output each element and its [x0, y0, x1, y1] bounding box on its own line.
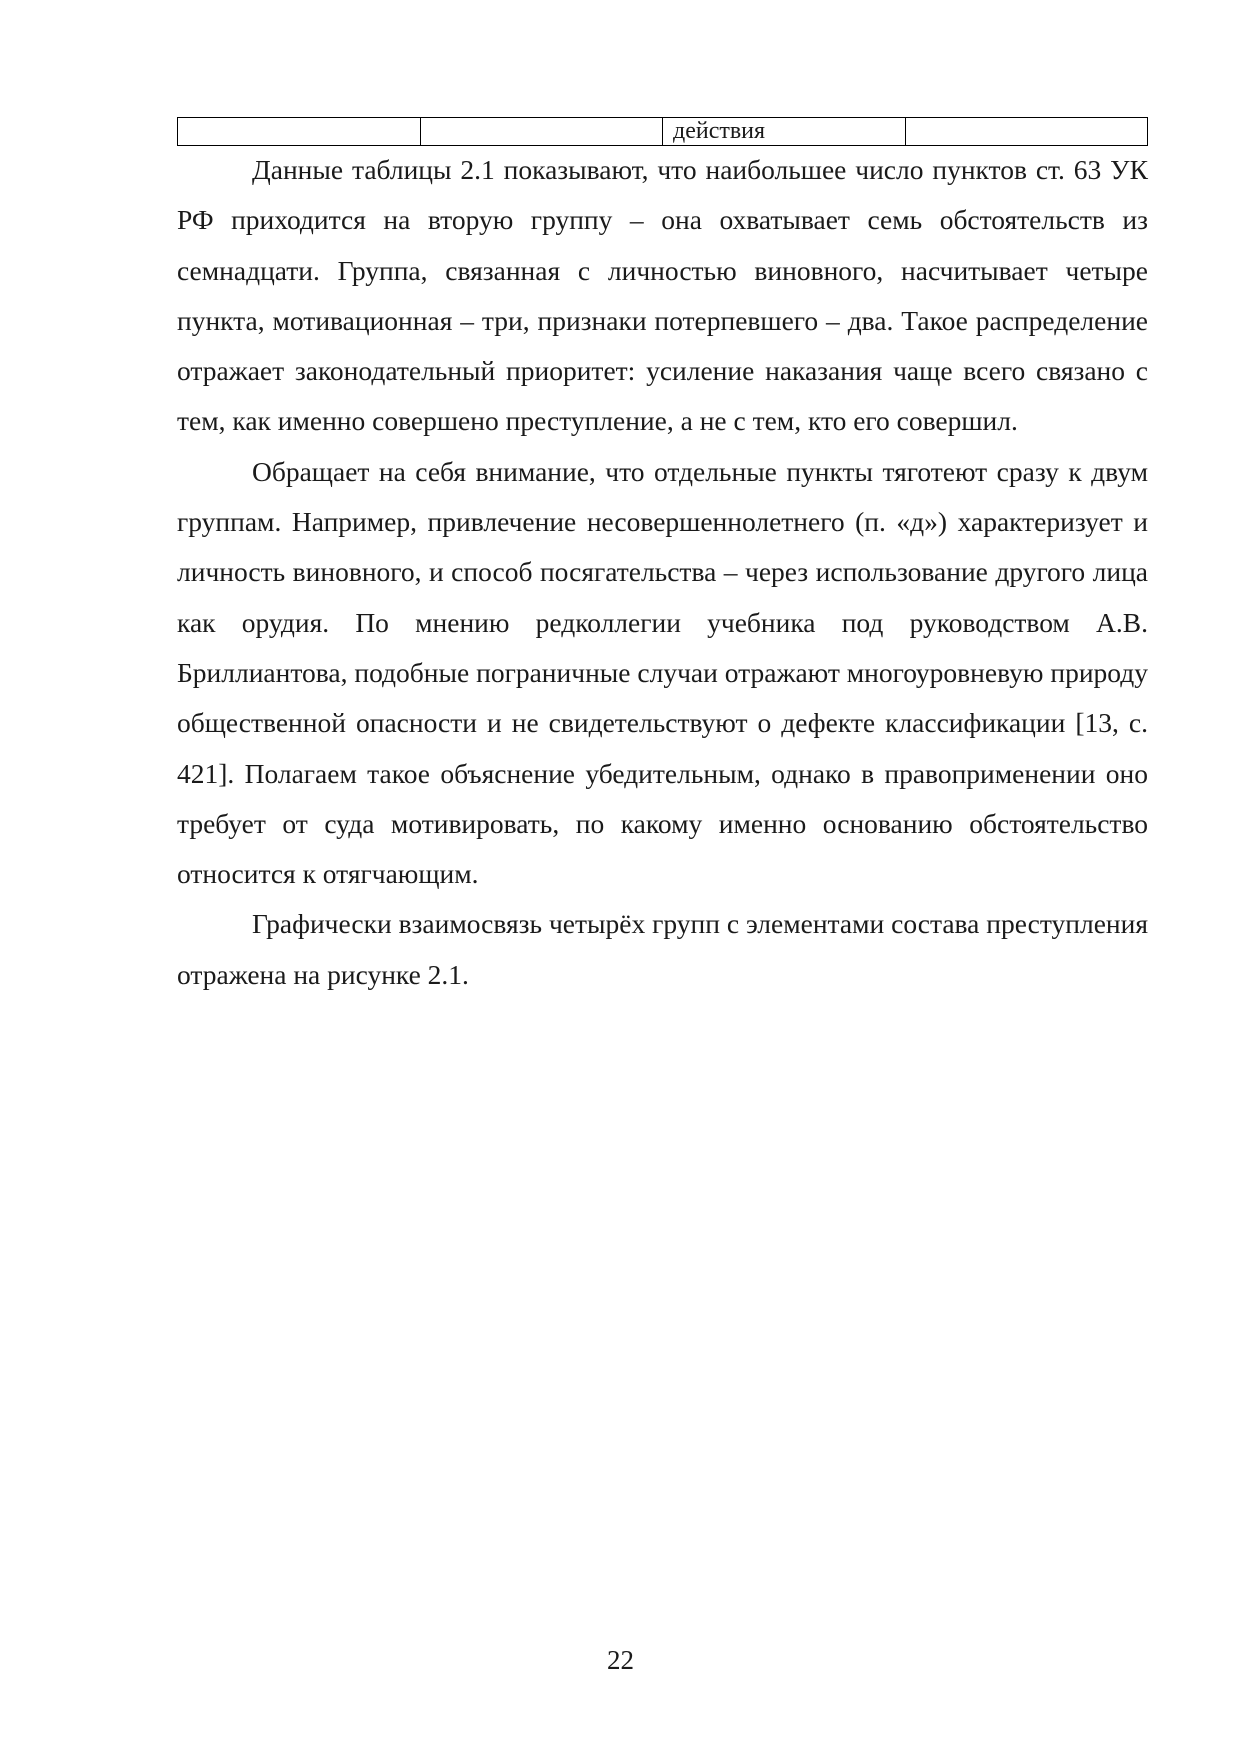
table-cell — [420, 118, 663, 146]
paragraph: Данные таблицы 2.1 показывают, что наибольшее число пунктов ст. 63 УК РФ приходится на вторую группу – она охватывает семь обстоятельств из семнадцати. Группа, связанная с личностью виновного, насчитывает четыре пункта, мотивационная – три, признаки потерпевшего – два. Такое распределение отражает законодательный приоритет: усиление наказания чаще всего связано с тем, как именно совершено преступление, а не с тем, кто его совершил. — [177, 154, 1148, 437]
paragraph: Обращает на себя внимание, что отдельные пункты тяготеют сразу к двум группам. Например, привлечение несовершеннолетнего (п. «д») характеризует и личность виновного, и способ посягательства – через использование другого лица как орудия. По мнению редколлегии учебника под руководством А.В. Бриллиантова, подобные пограничные случаи отражают многоуровневую природу общественной опасности и не свидетельствуют о дефекте классификации [13, с. 421]. Полагаем такое объяснение убедительным, однако в правоприменении оно требует от суда мотивировать, по какому именно основанию обстоятельство относится к отягчающим. — [177, 455, 1148, 890]
table-continuation — [177, 117, 1148, 146]
body-text — [177, 145, 1148, 1000]
paragraph: Графически взаимосвязь четырёх групп с элементами состава преступления отражена на рисунке 2.1. — [177, 908, 1148, 990]
table-cell — [178, 118, 421, 146]
table-cell: действия — [663, 118, 906, 146]
table-cell — [905, 118, 1148, 146]
page-number: 22 — [607, 1645, 634, 1675]
table-row — [178, 118, 1148, 146]
